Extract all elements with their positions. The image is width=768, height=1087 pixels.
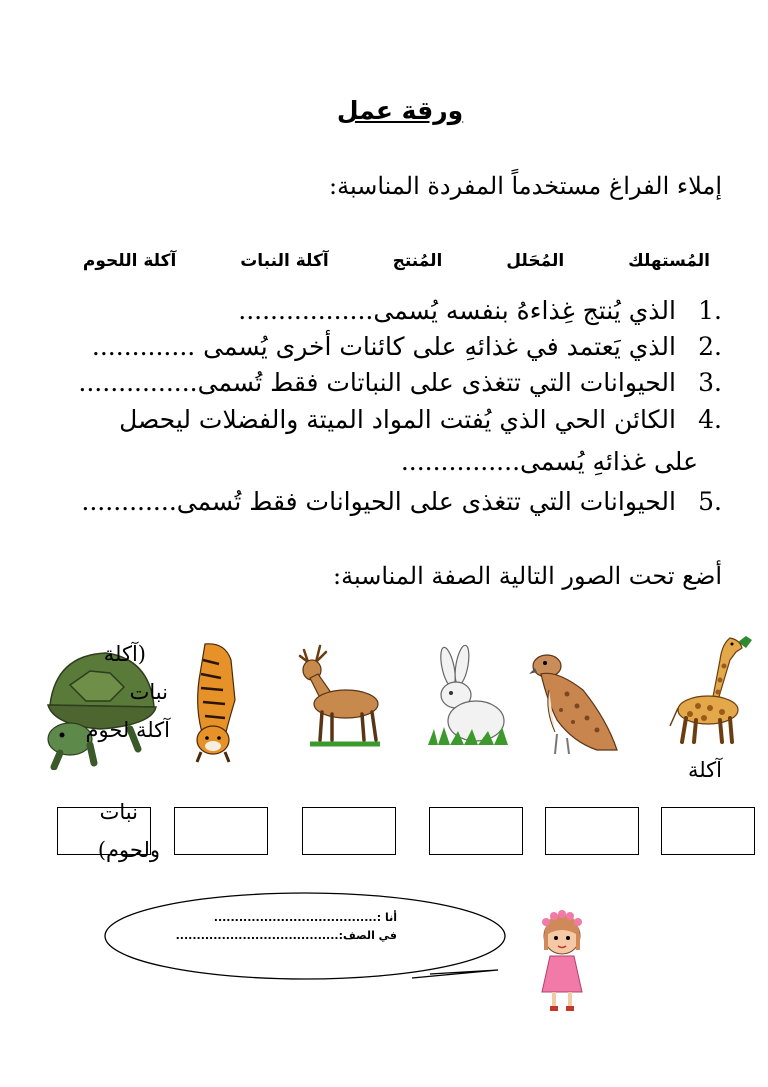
bubble-name-line: أنا :....................................... <box>213 911 397 924</box>
deer-icon <box>290 640 390 750</box>
question-5: .5الحيوانات التي تتغذى على الحيوانات فقط تُسمى............ <box>81 487 722 516</box>
word-bank-item: المُنتج <box>392 251 443 271</box>
label-turtle-line2: نبات <box>129 680 168 704</box>
answer-box-rabbit[interactable] <box>429 807 523 855</box>
question-text: الذي يَعتمد في غذائهِ على كائنات أخرى يُسمى ............. <box>91 332 676 361</box>
question-text: الذي يُنتج غِذاءهُ بنفسه يُسمى................. <box>238 296 676 325</box>
instruction-fill-blank: إملاء الفراغ مستخدماً المفردة المناسبة: <box>329 172 722 200</box>
word-bank-item: آكلة اللحوم <box>82 251 177 271</box>
label-turtle-line3: آكلة لحوم <box>85 718 170 742</box>
question-text: الحيوانات التي تتغذى على النباتات فقط تُسمى............... <box>78 368 676 397</box>
question-1: .1الذي يُنتج غِذاءهُ بنفسه يُسمى................. <box>238 296 722 325</box>
answer-box-deer[interactable] <box>302 807 396 855</box>
word-bank-item: آكلة النبات <box>240 251 329 271</box>
girl-icon <box>532 910 592 1015</box>
label-turtle-line1: (آكلة <box>103 642 146 666</box>
bubble-class-line: في الصف:....................................... <box>175 929 397 942</box>
question-3: .3الحيوانات التي تتغذى على النباتات فقط تُسمى............... <box>78 368 722 397</box>
giraffe-icon <box>660 630 760 745</box>
page-title: ورقة عمل <box>336 96 464 125</box>
hawk-icon <box>527 650 622 760</box>
question-4: .4الكائن الحي الذي يُفتت المواد الميتة والفضلات ليحصل <box>119 405 722 434</box>
question-text: الحيوانات التي تتغذى على الحيوانات فقط تُسمى............ <box>81 487 676 516</box>
question-text: الكائن الحي الذي يُفتت المواد الميتة والفضلات ليحصل <box>119 405 676 434</box>
answer-box-turtle[interactable] <box>57 807 151 855</box>
instruction-label-images: أضع تحت الصور التالية الصفة المناسبة: <box>333 562 722 590</box>
answer-box-hawk[interactable] <box>545 807 639 855</box>
speech-bubble <box>100 890 510 1000</box>
label-giraffe: آكلة <box>687 758 722 782</box>
answer-box-tiger[interactable] <box>174 807 268 855</box>
question-2: .2الذي يَعتمد في غذائهِ على كائنات أخرى يُسمى ............. <box>91 332 722 361</box>
word-bank <box>83 251 710 271</box>
answer-box-giraffe[interactable] <box>661 807 755 855</box>
rabbit-icon <box>418 645 518 750</box>
question-4-continuation: على غذائهِ يُسمى............... <box>400 447 698 476</box>
label-turtle-line4: نبات <box>99 800 138 824</box>
label-turtle-line5: ولحوم) <box>97 838 160 862</box>
word-bank-item: المُحَلل <box>506 251 565 271</box>
tiger-icon <box>185 640 245 765</box>
word-bank-item: المُستهلك <box>628 251 710 271</box>
